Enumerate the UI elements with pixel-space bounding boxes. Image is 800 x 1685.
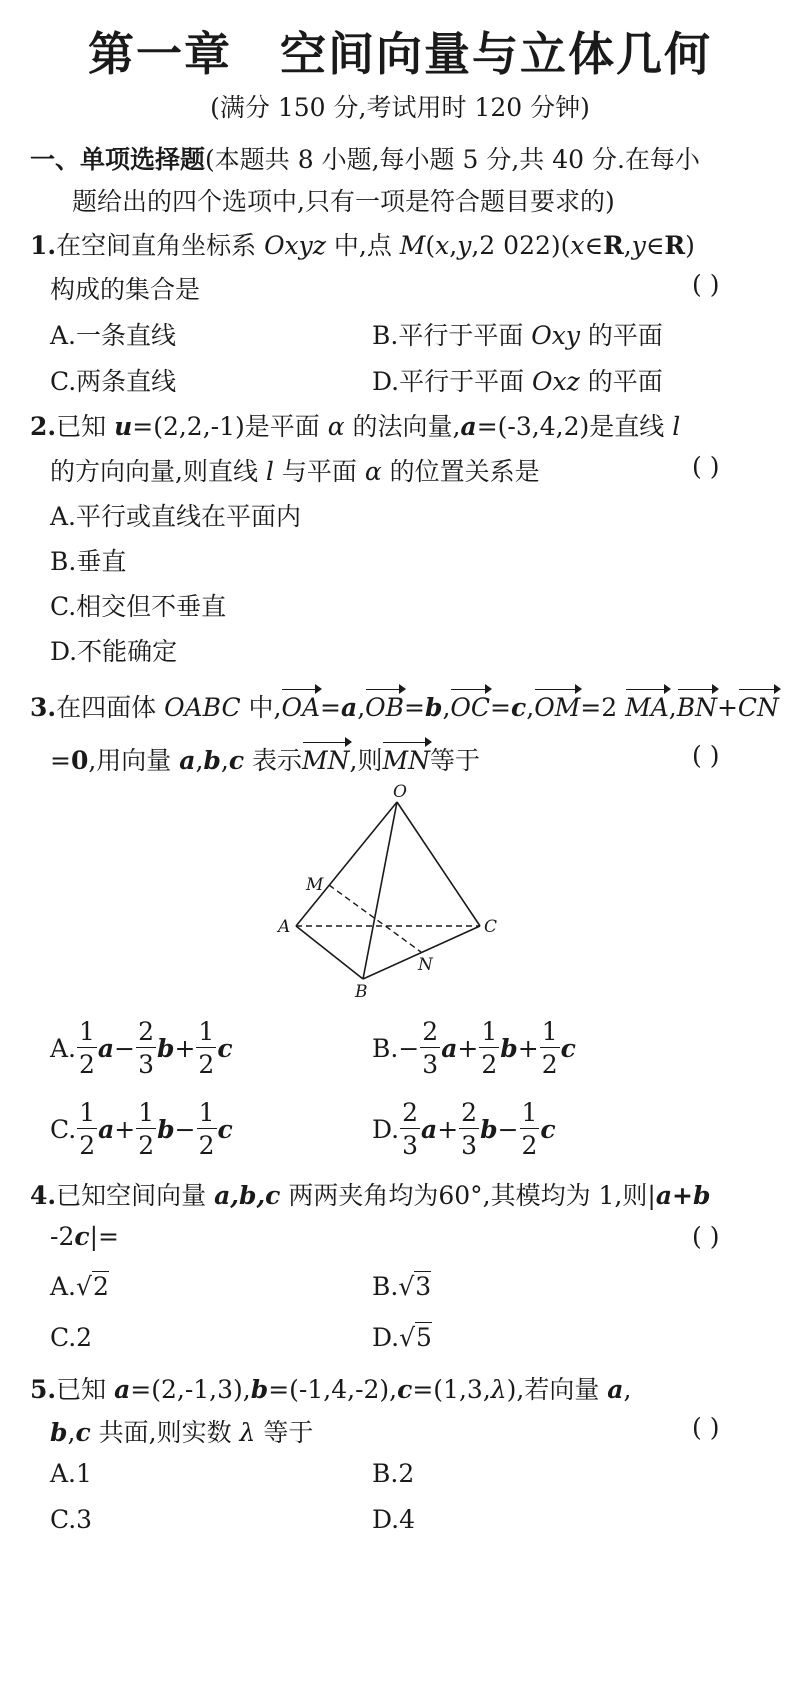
q3-text: , [526, 693, 535, 722]
operator: + [517, 1033, 539, 1063]
fraction [77, 1019, 97, 1077]
q2-line: l [672, 412, 681, 441]
q1-option-b[interactable] [372, 316, 663, 352]
option-letter: C. [50, 1114, 77, 1144]
edge-ab [296, 926, 363, 979]
q1-text: 中,点 [325, 231, 400, 260]
q3-vector-a: a [179, 746, 196, 775]
q3-vector-b: b [424, 693, 443, 722]
q2-option-a[interactable]: A.平行或直线在平面内 [50, 502, 302, 531]
exam-subtitle: (满分 150 分,考试用时 120 分钟) [210, 93, 590, 122]
q5-vector-a: a [607, 1375, 624, 1404]
q1-real-set: R [664, 231, 686, 260]
denominator: 2 [138, 1131, 155, 1160]
sqrt [76, 1272, 109, 1301]
q4-stem-line1 [30, 1176, 710, 1212]
denominator: 2 [198, 1050, 215, 1079]
q1-coord-system: Oxyz [264, 231, 326, 260]
q3-text: = [320, 693, 341, 722]
q1-var: y [457, 231, 472, 260]
option-letter: D. [372, 1114, 400, 1144]
fraction [196, 1019, 216, 1077]
q1-var: y [631, 231, 646, 260]
q2-text: 的法向量, [344, 412, 461, 441]
q3-text: 在四面体 [56, 693, 165, 722]
fraction [197, 1100, 217, 1158]
operator: + [437, 1114, 459, 1144]
q3-text: = [50, 746, 71, 775]
label-n: N [418, 955, 433, 975]
q5-lambda: λ [239, 1418, 256, 1447]
q3-vector-oc: OC [450, 693, 491, 722]
numerator: 1 [79, 1098, 96, 1127]
sqrt [399, 1323, 432, 1352]
denominator: 2 [79, 1050, 95, 1079]
q1-option-d-plane: Oxz [532, 367, 580, 396]
fraction [459, 1100, 479, 1158]
q1-answer-blank[interactable]: ( ) [692, 270, 720, 299]
q1-option-d-text: D.平行于平面 [372, 367, 533, 396]
q5-text: =(-1,4,-2), [268, 1375, 398, 1404]
q5-option-d[interactable]: D.4 [372, 1505, 416, 1534]
q3-text: , [357, 693, 366, 722]
denominator: 3 [402, 1131, 419, 1160]
operator: + [114, 1114, 136, 1144]
q2-text: =(-3,4,2)是直线 [476, 412, 673, 441]
denominator: 2 [481, 1050, 498, 1079]
numerator: 1 [138, 1098, 155, 1127]
q3-stem-line1 [30, 688, 779, 724]
q3-text: = [404, 693, 425, 722]
q3-vector-cn: CN [737, 693, 779, 722]
q5-text: 等于 [255, 1418, 314, 1447]
edge-oc [397, 802, 480, 926]
q3-answer-blank[interactable]: ( ) [692, 741, 720, 770]
q1-text: ,2 022)( [471, 231, 571, 260]
q2-stem-line2 [50, 452, 540, 488]
fraction [420, 1019, 440, 1077]
radical-sign: √ [398, 1272, 415, 1301]
q2-vector-u: u [114, 412, 133, 441]
label-c: C [484, 917, 498, 937]
vector-c: c [540, 1114, 556, 1144]
q5-text: 共面,则实数 [90, 1418, 240, 1447]
q5-text: , [67, 1418, 76, 1447]
q5-text: , [623, 1375, 632, 1404]
q4-expression: a+b [655, 1181, 711, 1210]
q3-vector-ob: OB [365, 693, 405, 722]
q1-real-set: R [603, 231, 624, 260]
fraction [520, 1100, 540, 1158]
q3-tetrahedron: OABC [164, 693, 241, 722]
q5-vector-c: c [397, 1375, 413, 1404]
section-instructions-2: 题给出的四个选项中,只有一项是符合题目要求的) [72, 187, 615, 216]
q3-number: 3. [30, 693, 57, 722]
label-o: O [393, 782, 407, 802]
q1-var: x [435, 231, 450, 260]
q4-stem-line2 [50, 1222, 119, 1251]
q3-option-a[interactable] [50, 1016, 233, 1080]
q1-symbol: ∈ [645, 231, 665, 260]
q1-text: ( [425, 231, 436, 260]
label-m: M [306, 875, 324, 895]
q2-option-d[interactable]: D.不能确定 [50, 637, 178, 666]
operator: + [174, 1033, 196, 1063]
q5-vector-c: c [75, 1418, 91, 1447]
q2-text: 的位置关系是 [381, 457, 540, 486]
radicand: 2 [92, 1272, 109, 1301]
q3-text: 中, [240, 693, 282, 722]
denominator: 2 [198, 1131, 215, 1160]
q1-option-b-text: B.平行于平面 [372, 321, 532, 350]
denominator: 3 [461, 1131, 478, 1160]
q2-vector-a: a [460, 412, 477, 441]
q3-vector-a: a [341, 693, 358, 722]
q3-text: =2 [580, 693, 626, 722]
label-a: A [278, 917, 291, 937]
fraction [136, 1019, 156, 1077]
q2-number: 2. [30, 412, 57, 441]
q5-vector-b: b [50, 1418, 68, 1447]
operator: + [457, 1033, 479, 1063]
denominator: 2 [541, 1050, 558, 1079]
q3-text: 表示 [244, 746, 303, 775]
q2-text: =(2,2,-1)是平面 [132, 412, 328, 441]
q2-stem-line1 [30, 407, 680, 443]
numerator: 1 [521, 1098, 538, 1127]
q3-option-b[interactable] [372, 1016, 576, 1080]
q1-text: , [623, 231, 632, 260]
q3-vector-om: OM [534, 693, 581, 722]
vector-b: b [480, 1114, 498, 1144]
q3-zero-vector: 0 [70, 746, 89, 775]
q3-vector-mn: MN [382, 746, 430, 775]
radical-sign: √ [399, 1323, 416, 1352]
option-letter: B. [372, 1033, 399, 1063]
section-heading: 一、单项选择题 [30, 145, 206, 174]
q4-option-a[interactable] [50, 1272, 109, 1301]
vector-b: b [156, 1033, 175, 1063]
q1-var: x [570, 231, 585, 260]
q3-vector-ma: MA [625, 693, 669, 722]
q1-option-d-text: 的平面 [579, 367, 663, 396]
q3-text: , [668, 693, 677, 722]
q4-number: 4. [30, 1181, 57, 1210]
q5-vector-b: b [250, 1375, 269, 1404]
q2-plane: α [327, 412, 345, 441]
q5-stem-line1 [30, 1370, 631, 1406]
operator: − [497, 1114, 519, 1144]
q3-text: ,则 [349, 746, 383, 775]
q2-text: 已知 [56, 412, 115, 441]
denominator: 2 [521, 1131, 538, 1160]
radicand: 3 [415, 1272, 432, 1301]
denominator: 3 [138, 1050, 154, 1079]
q1-point: M [399, 231, 426, 260]
vector-a: a [97, 1033, 115, 1063]
fraction [479, 1019, 499, 1077]
q5-text: 已知 [56, 1375, 115, 1404]
q5-answer-blank[interactable]: ( ) [692, 1413, 720, 1442]
vector-b: b [500, 1033, 518, 1063]
q5-vector-a: a [114, 1375, 131, 1404]
option-letter: D. [372, 1323, 400, 1352]
fraction [77, 1100, 97, 1158]
q5-text: =(1,3, [412, 1375, 491, 1404]
vector-c: c [560, 1033, 576, 1063]
q3-vector-oa: OA [281, 693, 321, 722]
numerator: 1 [481, 1017, 498, 1046]
q1-option-a[interactable]: A.一条直线 [50, 321, 177, 350]
numerator: 2 [138, 1017, 154, 1046]
q2-text: 的方向向量,则直线 [50, 457, 266, 486]
edge-ob [363, 802, 397, 979]
q3-text: 等于 [429, 746, 480, 775]
fraction [540, 1019, 560, 1077]
q3-text: + [716, 693, 738, 722]
edge-oa [296, 802, 397, 926]
option-letter: A. [50, 1033, 77, 1063]
q2-answer-blank[interactable]: ( ) [692, 452, 720, 481]
q3-option-d[interactable] [372, 1097, 556, 1161]
q2-option-b[interactable]: B.垂直 [50, 547, 127, 576]
q4-option-d[interactable] [372, 1323, 432, 1352]
numerator: 1 [79, 1017, 95, 1046]
q1-stem-line1 [30, 226, 695, 262]
q3-vector-c: c [511, 693, 527, 722]
q2-line: l [265, 457, 274, 486]
q5-option-b[interactable]: B.2 [372, 1459, 415, 1488]
q1-text: ) [685, 231, 695, 260]
vector-a: a [421, 1114, 438, 1144]
sqrt [398, 1272, 431, 1301]
q3-vector-mn: MN [302, 746, 350, 775]
vector-c: c [217, 1033, 233, 1063]
q4-text: 已知空间向量 [56, 1181, 215, 1210]
vector-a: a [441, 1033, 458, 1063]
operator: − [174, 1114, 196, 1144]
q5-text: =(2,-1,3), [130, 1375, 251, 1404]
q3-text: , [195, 746, 204, 775]
label-b: B [355, 982, 368, 1002]
q1-option-b-text: 的平面 [579, 321, 663, 350]
q1-stem-line2: 构成的集合是 [50, 275, 201, 304]
operator: − [398, 1033, 420, 1063]
q3-vector-b: b [203, 746, 221, 775]
q3-text: , [220, 746, 229, 775]
q3-text: = [490, 693, 511, 722]
q1-option-c[interactable]: C.两条直线 [50, 367, 177, 396]
q5-text: ),若向量 [506, 1375, 608, 1404]
q3-option-c[interactable] [50, 1097, 233, 1161]
radical-sign: √ [76, 1272, 92, 1301]
q1-symbol: ∈ [584, 231, 604, 260]
denominator: 2 [79, 1131, 96, 1160]
q2-text: 与平面 [273, 457, 365, 486]
numerator: 1 [541, 1017, 558, 1046]
vector-c: c [217, 1114, 233, 1144]
q4-option-b[interactable] [372, 1272, 431, 1301]
tetrahedron-figure [270, 780, 510, 1002]
section-heading-line [30, 140, 700, 176]
numerator: 2 [422, 1017, 439, 1046]
q5-option-c[interactable]: C.3 [50, 1505, 93, 1534]
fraction [400, 1100, 420, 1158]
section-instructions-1: (本题共 8 小题,每小题 5 分,共 40 分.在每小 [205, 145, 700, 174]
q3-stem-line2 [50, 741, 480, 777]
radicand: 5 [416, 1323, 432, 1352]
denominator: 3 [422, 1050, 439, 1079]
q1-option-d[interactable] [372, 362, 663, 398]
numerator: 1 [198, 1098, 215, 1127]
q2-plane: α [364, 457, 382, 486]
vector-a: a [98, 1114, 115, 1144]
q3-text: ,用向量 [88, 746, 180, 775]
q2-option-c[interactable]: C.相交但不垂直 [50, 592, 227, 621]
q4-option-c[interactable]: C.2 [50, 1323, 93, 1352]
q1-number: 1. [30, 231, 57, 260]
chapter-title: 第一章 空间向量与立体几何 [88, 27, 712, 81]
q5-lambda: λ [490, 1375, 507, 1404]
q3-vector-bn: BN [676, 693, 717, 722]
numerator: 2 [461, 1098, 478, 1127]
option-letter: B. [372, 1272, 399, 1301]
q1-text: , [449, 231, 458, 260]
numerator: 1 [198, 1017, 215, 1046]
q3-vector-c: c [228, 746, 245, 775]
fraction [136, 1100, 156, 1158]
q5-stem-line2 [50, 1413, 313, 1449]
q1-option-b-plane: Oxy [531, 321, 580, 350]
q3-text: , [442, 693, 451, 722]
q1-text: 在空间直角坐标系 [56, 231, 265, 260]
q4-text: -2 [50, 1222, 75, 1251]
q4-text: 两两夹角均为60°,其模均为 1,则| [280, 1181, 656, 1210]
q4-answer-blank[interactable]: ( ) [692, 1222, 720, 1251]
vector-b: b [157, 1114, 175, 1144]
operator: − [114, 1033, 136, 1063]
numerator: 2 [402, 1098, 419, 1127]
q5-option-a[interactable]: A.1 [50, 1459, 92, 1488]
q4-text: |= [89, 1222, 119, 1251]
q4-vectors: a,b,c [214, 1181, 281, 1210]
option-letter: A. [50, 1272, 77, 1301]
q4-vector-c: c [74, 1222, 90, 1251]
q5-number: 5. [30, 1375, 57, 1404]
